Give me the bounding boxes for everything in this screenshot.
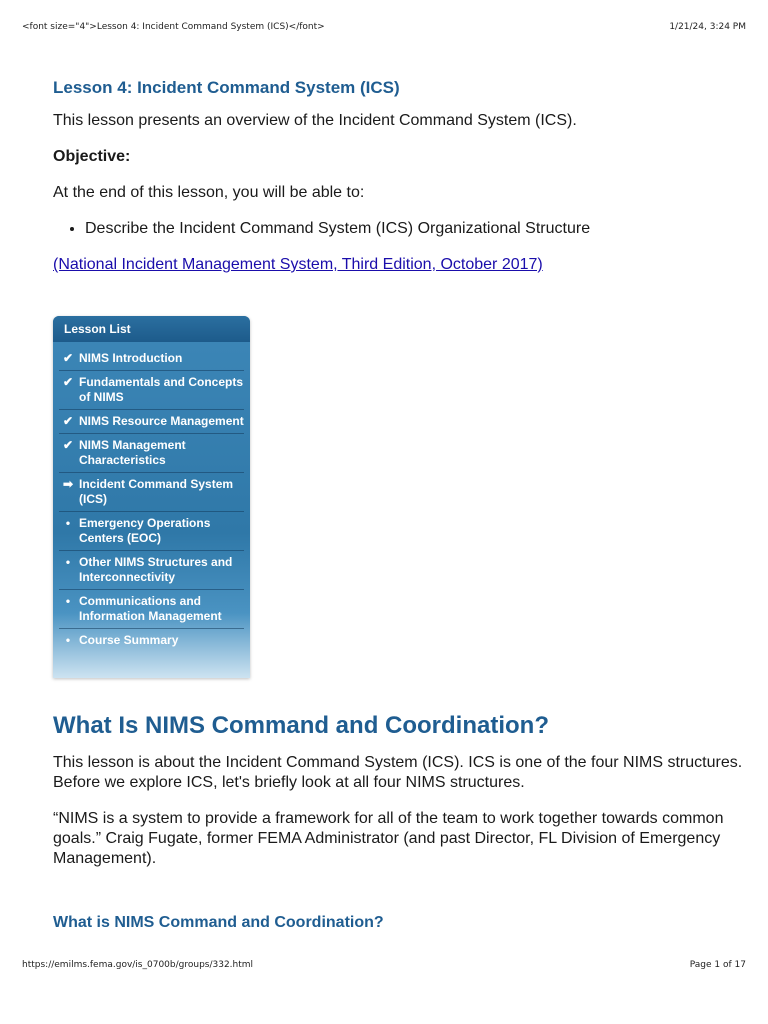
lesson-list-item[interactable] <box>59 512 244 551</box>
bullet-icon: • <box>65 633 71 647</box>
print-header-datetime: 1/21/24, 3:24 PM <box>669 22 746 32</box>
bullet-icon: • <box>65 594 71 608</box>
print-footer-url: https://emilms.fema.gov/is_0700b/groups/332.html <box>22 960 254 970</box>
lesson-list-item-label: Emergency Operations Centers (EOC) <box>79 516 211 545</box>
check-icon: ✔ <box>62 414 74 428</box>
bullet-icon: • <box>65 516 71 530</box>
lesson-list-item-label: NIMS Resource Management <box>79 414 244 428</box>
lesson-list-item[interactable] <box>59 347 244 371</box>
lesson-list-item-label: Other NIMS Structures and Interconnectivity <box>79 555 233 584</box>
lesson-list-item[interactable] <box>59 410 244 434</box>
lesson-list-item[interactable] <box>59 371 244 410</box>
lesson-list-panel <box>53 316 250 678</box>
print-footer-page: Page 1 of 17 <box>689 960 746 970</box>
arrow-right-icon: ➡ <box>62 477 74 491</box>
section-paragraph-1: This lesson is about the Incident Command System (ICS). ICS is one of the four NIMS structures. Before we explore ICS, let's briefly look at all four NIMS structures. <box>53 754 743 791</box>
print-header-title: <font size="4">Lesson 4: Incident Command System (ICS)</font> <box>22 22 325 32</box>
check-icon: ✔ <box>62 438 74 452</box>
section-paragraph-2: “NIMS is a system to provide a framework for all of the team to work together towards common goals.” Craig Fugate, former FEMA Administrator (and past Director, FL Division of Emergency Management). <box>53 810 724 867</box>
lesson-list-item[interactable] <box>59 473 244 512</box>
section-title: What Is NIMS Command and Coordination? <box>53 712 549 739</box>
lesson-list-item[interactable] <box>59 434 244 473</box>
section-subheading: What is NIMS Command and Coordination? <box>53 914 384 931</box>
lesson-title: Lesson 4: Incident Command System (ICS) <box>53 78 400 97</box>
lesson-list-title: Lesson List <box>53 316 250 342</box>
lesson-list-item[interactable] <box>59 629 244 652</box>
objective-list <box>53 219 743 239</box>
lesson-intro: This lesson presents an overview of the Incident Command System (ICS). <box>53 112 577 129</box>
lesson-list-item-label: NIMS Management Characteristics <box>79 438 186 467</box>
lesson-list-item-label: Course Summary <box>79 633 179 647</box>
check-icon: ✔ <box>62 375 74 389</box>
objective-item: • Describe the Incident Command System (ICS) Organizational Structure <box>85 219 743 239</box>
check-icon: ✔ <box>62 351 74 365</box>
objective-label: Objective: <box>53 148 131 165</box>
print-header <box>22 22 746 32</box>
print-footer <box>22 960 746 970</box>
lesson-list <box>53 342 250 652</box>
bullet-icon: • <box>65 555 71 569</box>
lesson-list-item[interactable] <box>59 551 244 590</box>
lesson-list-item[interactable] <box>59 590 244 629</box>
lesson-list-item-label: NIMS Introduction <box>79 351 183 365</box>
lesson-content <box>53 78 743 931</box>
nims-reference-link[interactable]: (National Incident Management System, Third Edition, October 2017) <box>53 256 543 273</box>
end-of-lesson-text: At the end of this lesson, you will be able to: <box>53 184 365 201</box>
lesson-list-item-label: Communications and Information Management <box>79 594 222 623</box>
lesson-list-item-label: Fundamentals and Concepts of NIMS <box>79 375 244 404</box>
lesson-list-item-label: Incident Command System (ICS) <box>79 477 234 506</box>
